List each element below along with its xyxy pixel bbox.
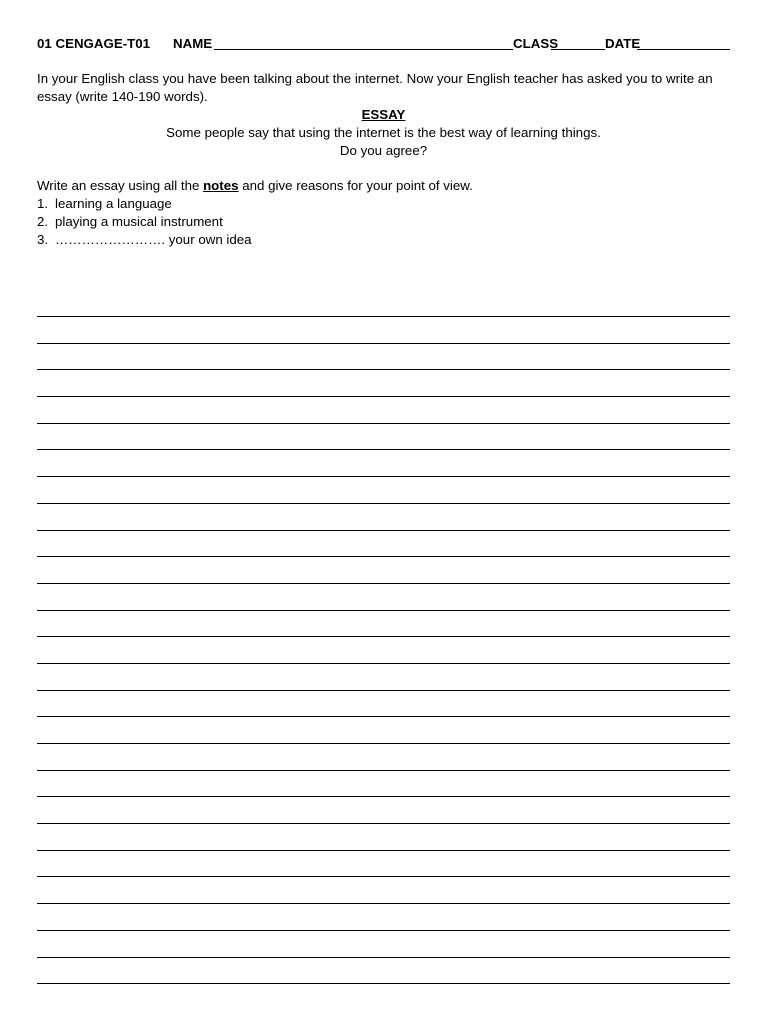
- note-number: 1.: [37, 196, 49, 211]
- instruction-before: Write an essay using all the: [37, 178, 204, 193]
- writing-line[interactable]: [37, 690, 730, 691]
- writing-line[interactable]: [37, 957, 730, 958]
- writing-line[interactable]: [37, 796, 730, 797]
- note-text: ……………………. your own idea: [55, 232, 252, 247]
- instruction-text: [37, 177, 473, 195]
- writing-line[interactable]: [37, 716, 730, 717]
- writing-line[interactable]: [37, 503, 730, 504]
- writing-line[interactable]: [37, 396, 730, 397]
- worksheet-code: 01 CENGAGE-T01: [37, 36, 151, 51]
- essay-writing-area[interactable]: [37, 316, 730, 1010]
- writing-line[interactable]: [37, 530, 730, 531]
- writing-line[interactable]: [37, 850, 730, 851]
- writing-line[interactable]: [37, 316, 730, 317]
- date-field[interactable]: [637, 49, 730, 50]
- intro-text: In your English class you have been talking about the internet. Now your English teacher has asked you to write an essay (write 140-190 words).: [37, 71, 713, 104]
- note-text: learning a language: [55, 196, 172, 211]
- essay-title: ESSAY: [361, 107, 406, 122]
- writing-line[interactable]: [37, 369, 730, 370]
- note-item: [37, 213, 252, 231]
- writing-line[interactable]: [37, 583, 730, 584]
- writing-line[interactable]: [37, 343, 730, 344]
- essay-prompt-line-2: Do you agree?: [339, 143, 428, 158]
- class-label: CLASS: [513, 36, 559, 51]
- writing-line[interactable]: [37, 743, 730, 744]
- writing-line[interactable]: [37, 476, 730, 477]
- name-label: NAME: [173, 36, 213, 51]
- essay-prompt-line-1: Some people say that using the internet is the best way of learning things.: [166, 125, 601, 140]
- writing-line[interactable]: [37, 610, 730, 611]
- note-item: [37, 195, 252, 213]
- writing-line[interactable]: [37, 423, 730, 424]
- note-number: 2.: [37, 214, 49, 229]
- notes-word: notes: [203, 178, 239, 193]
- worksheet-header: [37, 36, 730, 54]
- writing-line[interactable]: [37, 903, 730, 904]
- note-text: playing a musical instrument: [55, 214, 223, 229]
- writing-line[interactable]: [37, 876, 730, 877]
- note-item: [37, 231, 252, 249]
- writing-line[interactable]: [37, 636, 730, 637]
- writing-line[interactable]: [37, 556, 730, 557]
- writing-line[interactable]: [37, 983, 730, 984]
- writing-line[interactable]: [37, 449, 730, 450]
- note-number: 3.: [37, 232, 49, 247]
- date-label: DATE: [605, 36, 641, 51]
- class-field[interactable]: [551, 49, 605, 50]
- name-field[interactable]: [214, 49, 513, 50]
- notes-list: [37, 195, 252, 249]
- writing-line[interactable]: [37, 930, 730, 931]
- instruction-after: and give reasons for your point of view.: [238, 178, 473, 193]
- writing-line[interactable]: [37, 663, 730, 664]
- writing-line[interactable]: [37, 770, 730, 771]
- writing-line[interactable]: [37, 823, 730, 824]
